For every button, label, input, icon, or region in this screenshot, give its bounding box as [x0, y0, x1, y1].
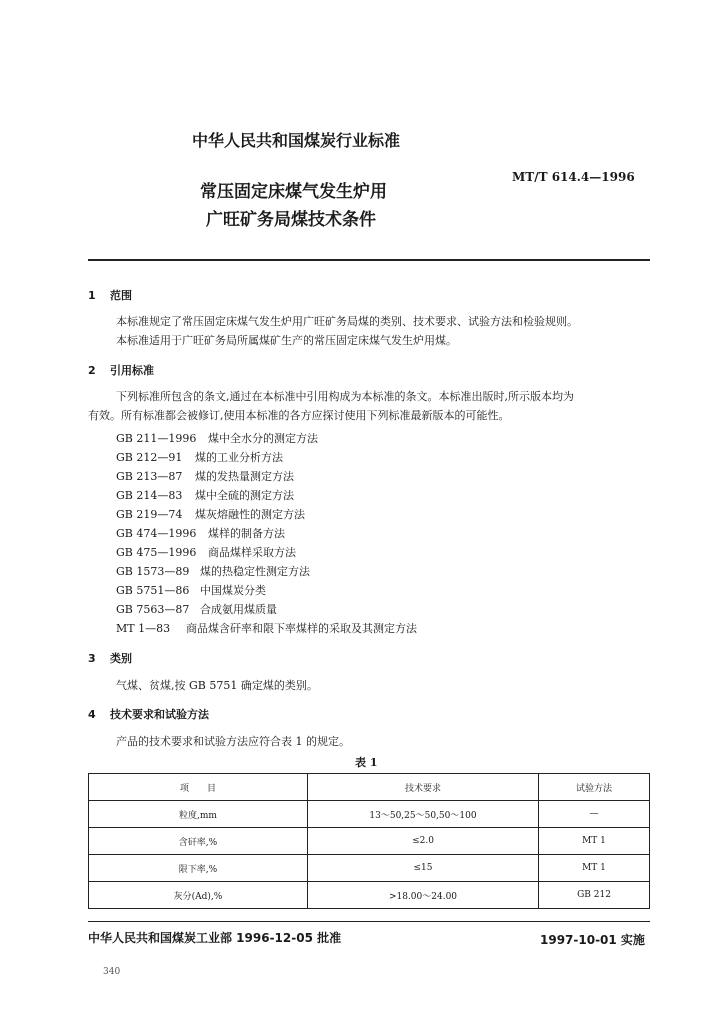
reference-item	[116, 525, 285, 541]
reference-code: GB 5751—86	[116, 584, 190, 597]
table-header-row	[89, 774, 650, 801]
reference-title: 煤的发热量测定方法	[195, 470, 294, 483]
spec-table	[88, 773, 650, 909]
section-title: 范围	[110, 289, 132, 302]
requirements-paragraph: 产品的技术要求和试验方法应符合表 1 的规定。	[116, 735, 350, 748]
scope-paragraph-1: 本标准规定了常压固定床煤气发生炉用广旺矿务局煤的类别、技术要求、试验方法和检验规则。	[116, 315, 578, 328]
approval-note: 中华人民共和国煤炭工业部 1996-12-05 批准	[88, 931, 342, 945]
table-cell: >18.00～24.00	[308, 882, 539, 909]
table-cell: MT 1	[539, 828, 650, 855]
doc-title-line2: 广旺矿务局煤技术条件	[206, 210, 376, 230]
reference-item	[116, 544, 296, 560]
refs-intro-line2: 有效。所有标准都会被修订,使用本标准的各方应探讨使用下列标准最新版本的可能性。	[88, 409, 510, 422]
reference-code: GB 213—87	[116, 470, 183, 483]
table-row	[89, 855, 650, 882]
table-cell: MT 1	[539, 855, 650, 882]
reference-code: GB 7563—87	[116, 603, 190, 616]
reference-code: GB 214—83	[116, 489, 183, 502]
reference-title: 煤中全硫的测定方法	[195, 489, 294, 502]
table-row	[89, 882, 650, 909]
reference-title: 商品煤样采取方法	[208, 546, 296, 559]
refs-intro-line1: 下列标准所包含的条文,通过在本标准中引用构成为本标准的条文。本标准出版时,所示版本均为	[116, 390, 574, 403]
reference-item	[116, 449, 283, 465]
reference-item	[116, 430, 318, 446]
section-number: 2	[88, 364, 96, 377]
table-cell: ≤2.0	[308, 828, 539, 855]
reference-item	[116, 468, 294, 484]
section-heading-4	[88, 706, 209, 722]
section-heading-1	[88, 287, 132, 303]
table-row	[89, 801, 650, 828]
section-number: 4	[88, 708, 96, 721]
section-heading-3	[88, 650, 132, 666]
reference-title: 煤的热稳定性测定方法	[200, 565, 310, 578]
table-cell: 灰分(Ad),%	[89, 882, 308, 909]
section-title: 引用标准	[110, 364, 154, 377]
reference-code: MT 1—83	[116, 622, 171, 635]
reference-code: GB 212—91	[116, 451, 183, 464]
section-number: 1	[88, 289, 96, 302]
reference-item	[116, 487, 294, 503]
table-cell: —	[539, 801, 650, 828]
table-caption: 表 1	[355, 756, 378, 769]
reference-item	[116, 506, 305, 522]
table-cell: 粒度,mm	[89, 801, 308, 828]
implementation-date: 1997-10-01 实施	[540, 933, 645, 947]
scope-paragraph-2: 本标准适用于广旺矿务局所属煤矿生产的常压固定床煤气发生炉用煤。	[116, 334, 457, 347]
reference-title: 合成氨用煤质量	[200, 603, 277, 616]
reference-item	[116, 563, 310, 579]
reference-code: GB 1573—89	[116, 565, 190, 578]
table-cell: 13～50,25～50,50～100	[308, 801, 539, 828]
reference-title: 煤的工业分析方法	[195, 451, 283, 464]
reference-title: 中国煤炭分类	[200, 584, 266, 597]
standard-code: MT/T 614.4—1996	[512, 170, 635, 184]
reference-code: GB 211—1996	[116, 432, 197, 445]
section-number: 3	[88, 652, 96, 665]
doc-title-line1: 常压固定床煤气发生炉用	[200, 182, 387, 202]
section-heading-2	[88, 362, 154, 378]
table-header-cell: 技术要求	[308, 774, 539, 801]
org-title: 中华人民共和国煤炭行业标准	[192, 131, 401, 150]
reference-title: 煤中全水分的测定方法	[208, 432, 318, 445]
page-number: 340	[103, 967, 121, 977]
reference-code: GB 219—74	[116, 508, 183, 521]
table-cell: GB 212	[539, 882, 650, 909]
reference-item	[116, 601, 277, 617]
reference-title: 商品煤含矸率和限下率煤样的采取及其测定方法	[186, 622, 417, 635]
reference-code: GB 474—1996	[116, 527, 197, 540]
reference-item	[116, 582, 266, 598]
category-paragraph: 气煤、贫煤,按 GB 5751 确定煤的类别。	[116, 679, 318, 692]
reference-code: GB 475—1996	[116, 546, 197, 559]
table-row	[89, 828, 650, 855]
table-cell: ≤15	[308, 855, 539, 882]
reference-item	[116, 620, 417, 636]
section-title: 技术要求和试验方法	[110, 708, 209, 721]
reference-title: 煤样的制备方法	[208, 527, 285, 540]
section-title: 类别	[110, 652, 132, 665]
table-header-cell: 项 目	[89, 774, 308, 801]
header-rule	[88, 259, 650, 261]
table-header-cell: 试验方法	[539, 774, 650, 801]
table-cell: 含矸率,%	[89, 828, 308, 855]
reference-title: 煤灰熔融性的测定方法	[195, 508, 305, 521]
footer-rule	[88, 921, 650, 922]
table-cell: 限下率,%	[89, 855, 308, 882]
